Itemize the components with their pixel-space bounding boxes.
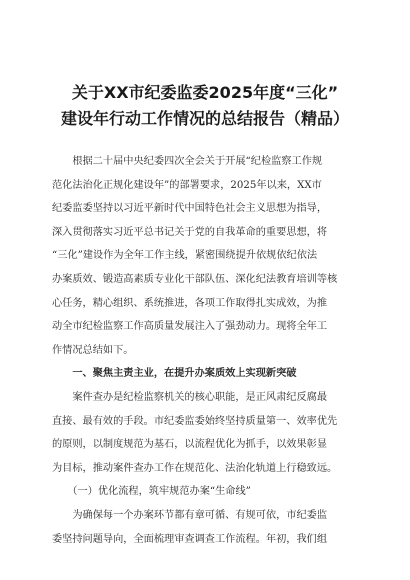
body-line: 为确保每一个办案环节都有章可循、有规可依，市纪委监 bbox=[52, 509, 328, 521]
body-line: 委坚持问题导向，全面梳理审查调查工作流程。年初，我们组 bbox=[52, 533, 328, 545]
section-heading: 一、聚焦主责主业，在提升办案质效上实现新突破 bbox=[52, 368, 297, 380]
body-line: 范化法治化正规化建设年”的部署要求，2025年以来，XX市 bbox=[52, 179, 322, 191]
body-line: 的原则，以制度规范为基石，以流程优化为抓手，以效果彰显 bbox=[52, 439, 328, 451]
document-body bbox=[52, 150, 362, 551]
subsection-heading: （一）优化流程，筑牢规范办案“生命线” bbox=[52, 486, 251, 498]
body-line: 动全市纪检监察工作高质量发展注入了强劲动力。现将全年工 bbox=[52, 321, 328, 333]
body-line: 办案质效、锻造高素质专业化干部队伍、深化纪法教育培训等核 bbox=[52, 273, 338, 285]
body-line: 深入贯彻落实习近平总书记关于党的自我革命的重要思想，将 bbox=[52, 226, 328, 238]
document-title bbox=[30, 80, 380, 132]
body-line: 为目标，推动案件查办工作在规范化、法治化轨道上行稳致远。 bbox=[52, 462, 338, 474]
body-line: 心任务，精心组织、系统推进，各项工作取得扎实成效，为推 bbox=[52, 297, 328, 309]
title-line-1: 关于XX市纪委监委2025年度“三化” bbox=[71, 83, 339, 102]
body-line: 纪委监委坚持以习近平新时代中国特色社会主义思想为指导， bbox=[52, 203, 328, 215]
body-line: 直接、最有效的手段。市纪委监委始终坚持质量第一、效率优先 bbox=[52, 415, 338, 427]
body-line: 作情况总结如下。 bbox=[52, 344, 134, 356]
title-line-2: 建设年行动工作情况的总结报告（精品） bbox=[60, 109, 349, 128]
body-line: “三化”建设作为全年工作主线，紧密围绕提升依规依纪依法 bbox=[52, 250, 318, 262]
body-line: 案件查办是纪检监察机关的核心职能，是正风肃纪反腐最 bbox=[52, 391, 328, 403]
body-line: 根据二十届中央纪委四次全会关于开展“纪检监察工作规 bbox=[52, 156, 323, 167]
